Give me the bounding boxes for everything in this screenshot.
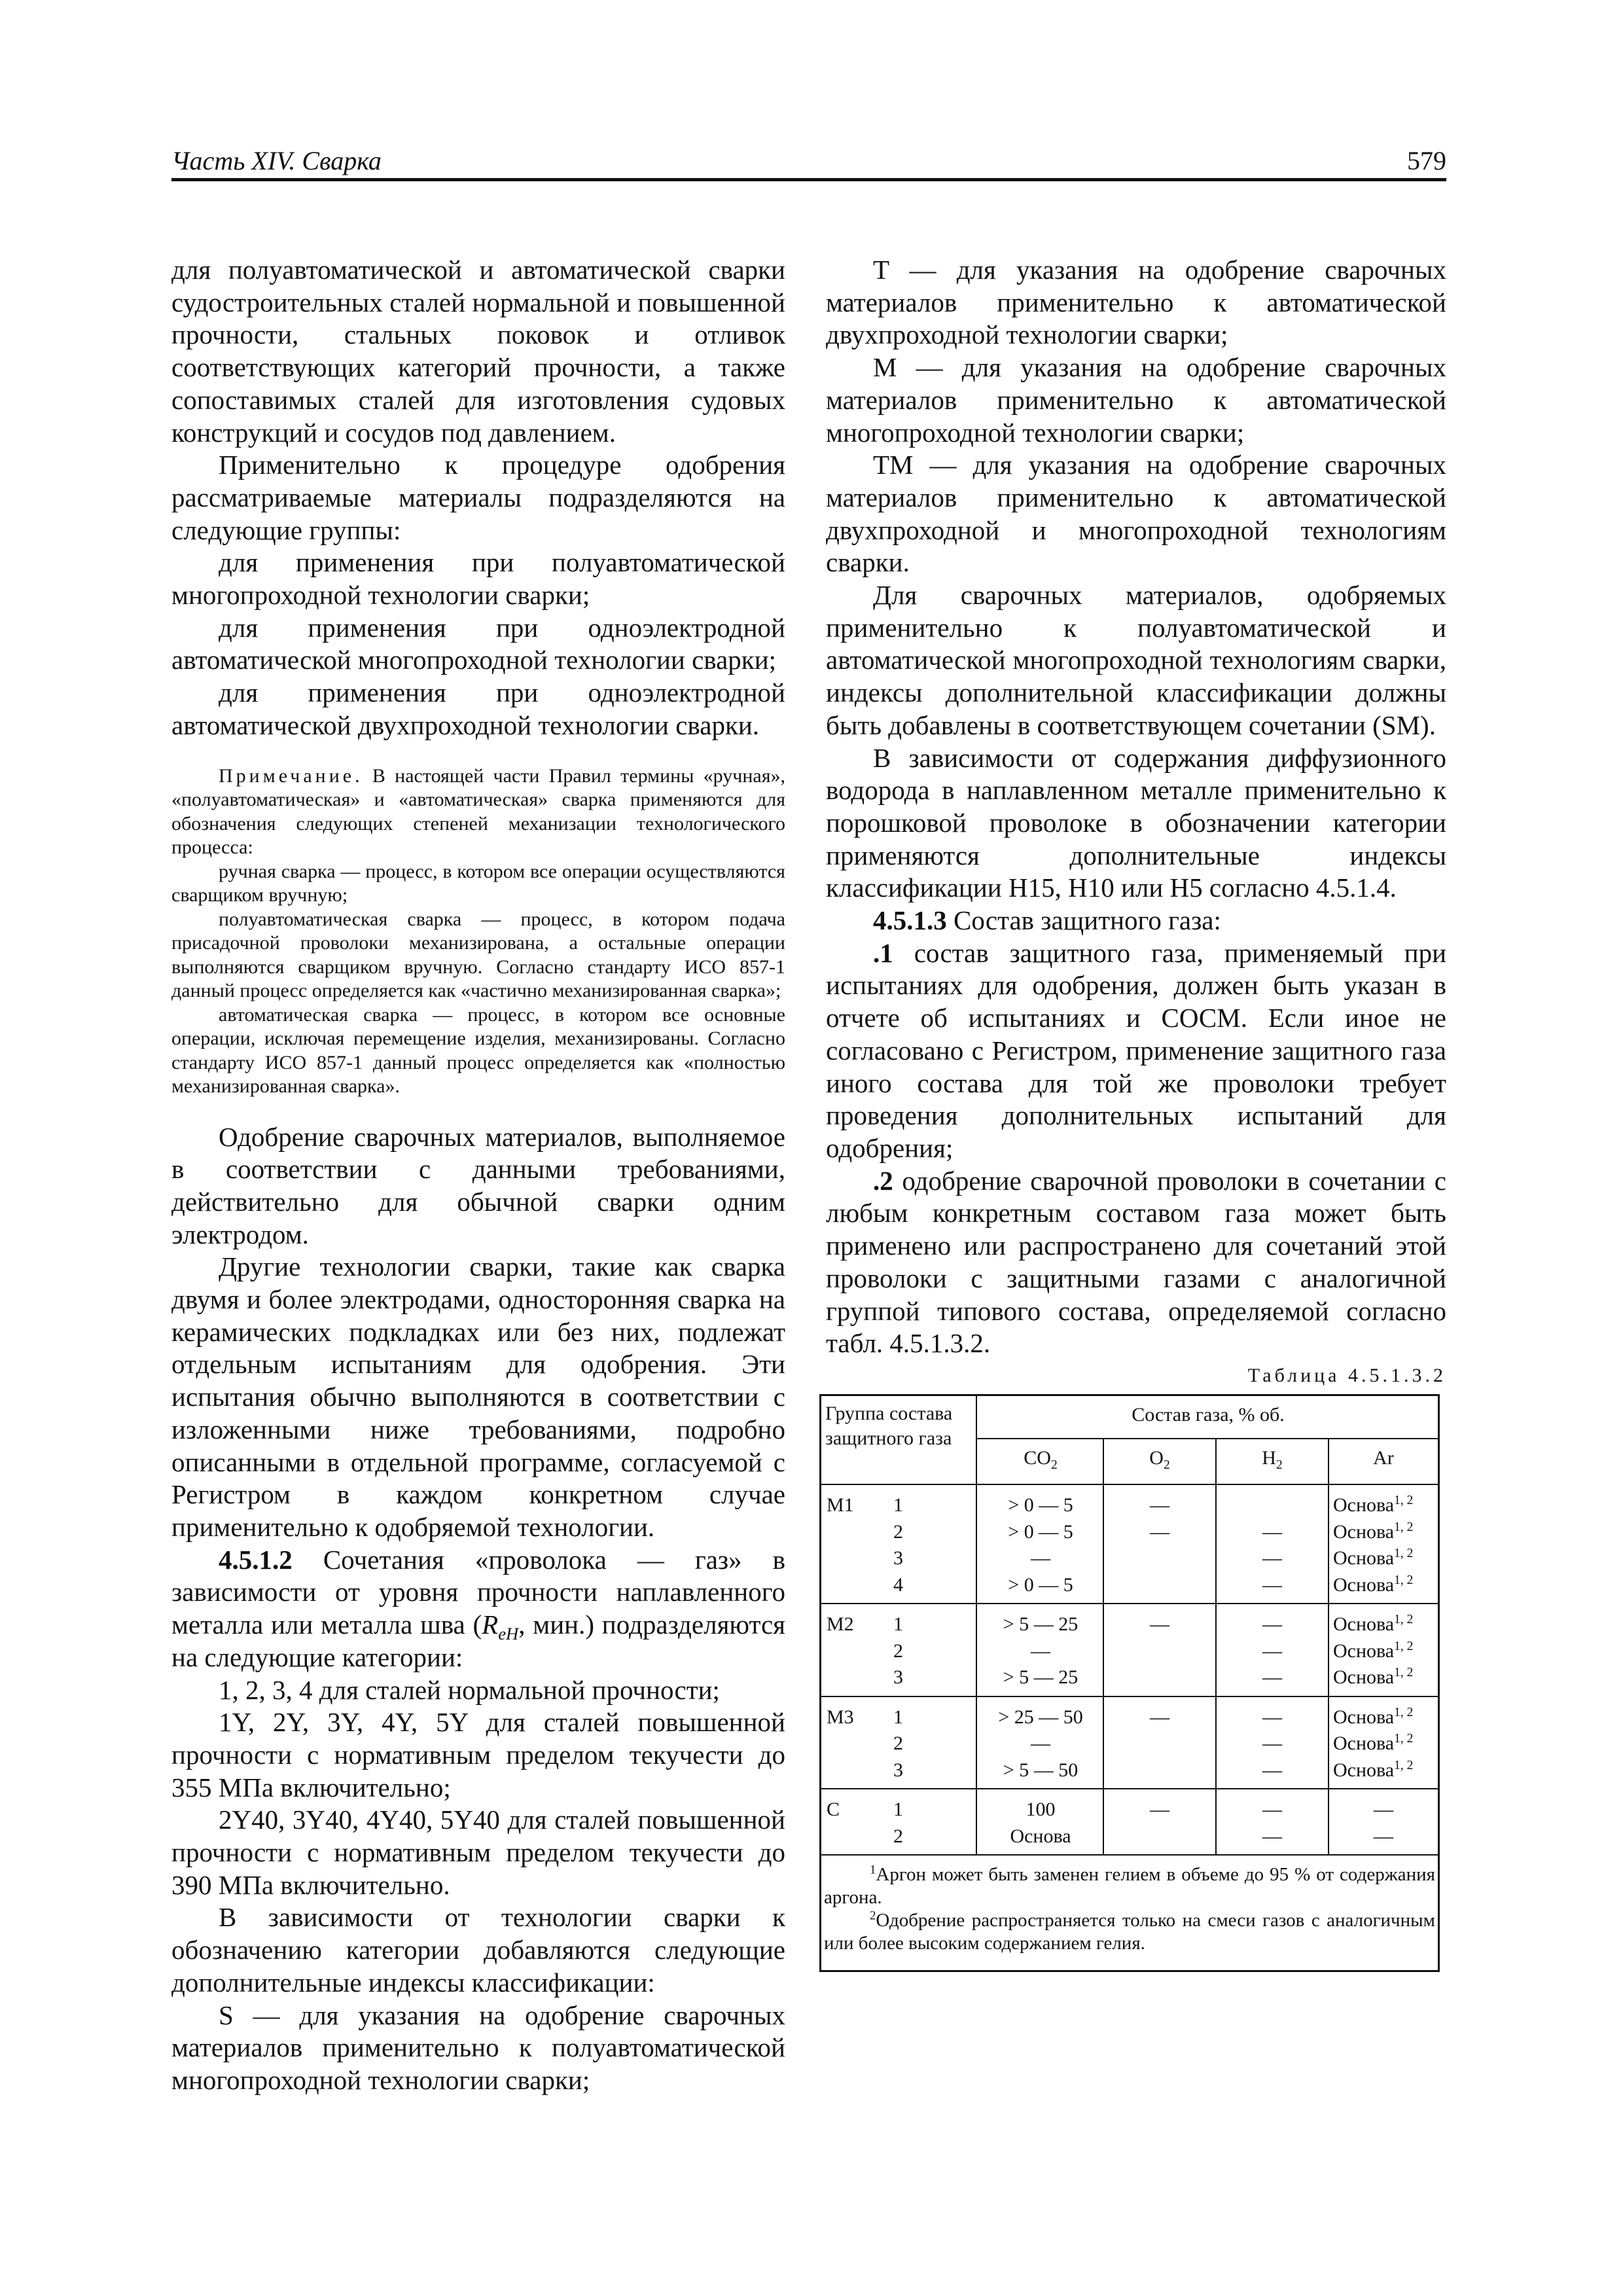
cell-ar: Основа$^{1, 2}$ — [1333, 1732, 1414, 1754]
list-item: 1Y, 2Y, 3Y, 4Y, 5Y для сталей повышенной прочности с нормативным пределом текучести до 355 МПа включительно; — [171, 1707, 785, 1803]
note-text: ручная сварка — процесс, в котором все операции осуществляются сварщиком вручную; — [171, 860, 785, 906]
row-number: 1 — [893, 1706, 903, 1728]
table-rule — [821, 1484, 1438, 1485]
cell-h2: — — [1262, 1799, 1282, 1820]
paragraph: 4.5.1.2 Сочетания «проволока — газ» в зависимости от уровня прочности наплавленного металла или металла шва ($R_{eH}$, мин.) подразделяются на следующие категории: — [171, 1544, 786, 1672]
cell-h2: — — [1262, 1640, 1282, 1662]
cell-co2: > 25 — 50 — [998, 1706, 1083, 1728]
note-block — [171, 764, 785, 1099]
list-item: для применения при одноэлектродной автоматической многопроходной технологии сварки; — [171, 612, 785, 675]
note-text: В настоящей части Правил термины «ручная», «полуавтоматическая» и «автоматическая» сварка применяются для обозначения следующих степеней механизации технологического процесса: — [171, 764, 786, 859]
table-rule — [1328, 1438, 1329, 1854]
group-name: M3 — [827, 1706, 854, 1728]
cell-ar: Основа$^{1, 2}$ — [1333, 1573, 1414, 1596]
list-item: .1 состав защитного газа, применяемый при испытаниях для одобрения, должен быть указан в отчете об испытаниях и СОСМ. Если иное не согласовано с Регистром, применение защитного газа иного состава для той же проволоки требует проведения дополнительных испытаний для одобрения; — [826, 937, 1447, 1163]
row-number: 1 — [893, 1613, 903, 1635]
note-label: Примечание. — [219, 764, 363, 787]
row-number: 1 — [893, 1799, 903, 1820]
table-rule — [976, 1396, 977, 1854]
table-rule — [821, 1788, 1438, 1789]
list-item: .2 одобрение сварочной проволоки в сочетании с любым конкретным составом газа может быть применено или распространено для сочетаний этой проволоки с защитными газами с аналогичной группой типового состава, определяемой согласно табл. 4.5.1.3.2. — [826, 1165, 1446, 1359]
paragraph: В зависимости от содержания диффузионного водорода в наплавленном металле применительно к порошковой проволоке в обозначении категории применяются дополнительные индексы классификации H15, H10 или H5 согласно 4.5.1.4. — [826, 742, 1446, 903]
paragraph: Для сварочных материалов, одобряемых применительно к полуавтоматической и автоматической многопроходной технологиям сварки, индексы дополнительной классификации должны быть добавлены в соответствующем сочетании (SM). — [826, 580, 1446, 740]
list-item: M — для указания на одобрение сварочных материалов применительно к автоматической многопроходной технологии сварки; — [826, 352, 1446, 448]
row-number: 3 — [893, 1666, 903, 1688]
cell-co2: — — [1031, 1732, 1050, 1754]
cell-o2: — — [1150, 1613, 1169, 1635]
running-title: Часть XIV. Сварка — [171, 146, 382, 175]
cell-co2: > 5 — 25 — [1003, 1613, 1079, 1635]
cell-h2: — — [1262, 1520, 1282, 1543]
list-item: S — для указания на одобрение сварочных материалов применительно к полуавтоматической многопроходной технологии сварки; — [171, 2000, 785, 2095]
table-footnotes — [824, 1863, 1435, 1955]
table-rule — [977, 1438, 1438, 1439]
header-co2: $CO_2$ — [1024, 1447, 1058, 1472]
row-number: 4 — [893, 1573, 903, 1596]
cell-h2: — — [1262, 1706, 1282, 1728]
paragraph: для полуавтоматической и автоматической сварки судостроительных сталей нормальной и повышенной прочности, стальных поковок и отливок соответствующих категорий прочности, а также сопоставимых сталей для изготовления судовых конструкций и сосудов под давлением. — [171, 255, 785, 448]
cell-ar: Основа$^{1, 2}$ — [1333, 1705, 1414, 1728]
cell-co2: > 5 — 25 — [1003, 1666, 1079, 1688]
cell-h2: — — [1262, 1613, 1282, 1635]
reh-symbol: $R_{eH}$ — [482, 1609, 519, 1644]
right-column — [826, 254, 1446, 1360]
paragraph: Одобрение сварочных материалов, выполняемое в соответствии с данными требованиями, действительно для обычной сварки одним электродом. — [171, 1121, 785, 1249]
cell-ar: Основа$^{1, 2}$ — [1333, 1758, 1414, 1781]
header-ar: Ar — [1373, 1447, 1394, 1469]
group-name: M1 — [827, 1494, 854, 1516]
cell-h2: — — [1262, 1825, 1282, 1847]
note-text: полуавтоматическая сварка — процесс, в котором подача присадочной проволоки механизирована, а остальные операции выполняются сварщиком вручную. Согласно стандарту ИСО 857-1 данный процесс определяется как «частично механизированная сварка»; — [171, 908, 785, 1002]
page-header — [171, 143, 1446, 179]
footnote: $^1$Аргон может быть заменен гелием в объеме до 95 % от содержания аргона. — [824, 1863, 1435, 1908]
row-number: 2 — [893, 1732, 903, 1754]
cell-h2: — — [1262, 1732, 1282, 1754]
note-text: автоматическая сварка — процесс, в котором все основные операции, исключая перемещение изделия, механизированы. Согласно стандарту ИСО 857-1 данный процесс определяется как «полностью механизированная сварка». — [171, 1003, 785, 1098]
cell-ar: — — [1374, 1799, 1393, 1820]
table-rule — [1103, 1438, 1104, 1854]
cell-o2: — — [1150, 1706, 1169, 1728]
list-item: для применения при полуавтоматической многопроходной технологии сварки; — [171, 547, 785, 611]
list-item: 2Y40, 3Y40, 4Y40, 5Y40 для сталей повышенной прочности с нормативным пределом текучести до 390 МПа включительно. — [171, 1804, 785, 1900]
cell-co2: > 5 — 50 — [1003, 1759, 1079, 1781]
cell-ar: Основа$^{1, 2}$ — [1333, 1666, 1414, 1688]
row-number: 2 — [893, 1640, 903, 1662]
cell-ar: Основа$^{1, 2}$ — [1333, 1520, 1414, 1543]
cell-ar: Основа$^{1, 2}$ — [1333, 1547, 1414, 1569]
section-number: 4.5.1.3 — [873, 905, 947, 936]
footnote: $^2$Одобрение распространяется только на смеси газов с аналогичным или более высоким содержанием гелия. — [824, 1909, 1435, 1954]
table-rule — [821, 1696, 1438, 1697]
row-number: 3 — [893, 1547, 903, 1569]
row-number: 2 — [893, 1825, 903, 1847]
list-item: T — для указания на одобрение сварочных материалов применительно к автоматической двухпроходной технологии сварки; — [826, 255, 1446, 350]
gas-composition-table — [819, 1394, 1440, 1972]
cell-o2: — — [1150, 1799, 1169, 1820]
cell-o2: — — [1150, 1520, 1169, 1543]
header-o2: $O_2$ — [1149, 1447, 1170, 1472]
cell-co2: 100 — [1026, 1799, 1056, 1820]
left-column — [171, 254, 785, 2097]
table-caption: Таблица 4.5.1.3.2 — [1247, 1365, 1446, 1386]
table-rule — [821, 1854, 1438, 1856]
group-name: C — [827, 1799, 840, 1820]
cell-co2: > 0 — 5 — [1008, 1520, 1073, 1543]
paragraph: В зависимости от технологии сварки к обозначению категории добавляются следующие дополнительные индексы классификации: — [171, 1902, 785, 1998]
cell-co2: Основа — [1010, 1825, 1071, 1847]
cell-h2: — — [1262, 1573, 1282, 1596]
section-number: 4.5.1.2 — [219, 1544, 293, 1575]
list-item: для применения при одноэлектродной автоматической двухпроходной технологии сварки. — [171, 677, 785, 740]
cell-ar: Основа$^{1, 2}$ — [1333, 1494, 1414, 1516]
cell-co2: — — [1031, 1640, 1050, 1662]
cell-co2: > 0 — 5 — [1008, 1494, 1073, 1516]
table-rule — [1215, 1438, 1217, 1854]
group-name: M2 — [827, 1613, 854, 1635]
cell-o2: — — [1150, 1494, 1169, 1516]
cell-h2: — — [1262, 1759, 1282, 1781]
header-h2: $H_2$ — [1262, 1447, 1283, 1472]
header-group: Группа состава защитного газа — [825, 1403, 953, 1449]
list-item: 1, 2, 3, 4 для сталей нормальной прочности; — [219, 1674, 720, 1705]
paragraph: Применительно к процедуре одобрения рассматриваемые материалы подразделяются на следующие группы: — [171, 450, 785, 545]
cell-ar: Основа$^{1, 2}$ — [1333, 1639, 1414, 1662]
paragraph: Другие технологии сварки, такие как сварка двумя и более электродами, односторонняя сварка на керамических подкладках или без них, подлежат отдельным испытаниям для одобрения. Эти испытания обычно выполняются в соответствии с изложенными ниже требованиями, подробно описанными в отдельной программе, согласуемой с Регистром в каждом конкретном случае применительно к одобряемой технологии. — [171, 1251, 785, 1542]
paragraph: 4.5.1.3 Состав защитного газа: — [873, 905, 1221, 936]
cell-co2: > 0 — 5 — [1008, 1573, 1073, 1596]
header-rule — [171, 178, 1446, 181]
table-rule — [821, 1603, 1438, 1604]
cell-co2: — — [1031, 1547, 1050, 1569]
header-composition: Состав газа, % об. — [1132, 1404, 1285, 1426]
cell-ar: — — [1374, 1825, 1393, 1847]
row-number: 1 — [893, 1494, 903, 1516]
cell-h2: — — [1262, 1666, 1282, 1688]
list-item: TM — для указания на одобрение сварочных материалов применительно к автоматической двухпроходной и многопроходной технологиям сварки. — [826, 450, 1446, 578]
cell-ar: Основа$^{1, 2}$ — [1333, 1613, 1414, 1635]
row-number: 3 — [893, 1759, 903, 1781]
row-number: 2 — [893, 1520, 903, 1543]
cell-h2: — — [1262, 1547, 1282, 1569]
page-number: 579 — [1407, 146, 1446, 175]
